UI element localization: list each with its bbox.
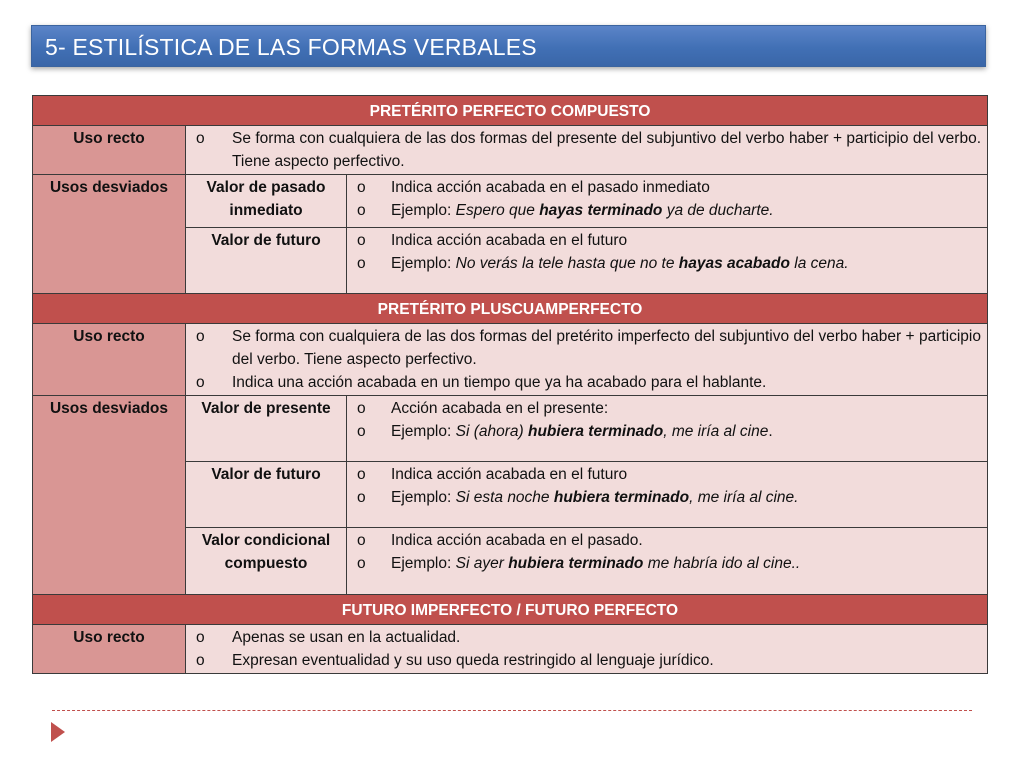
- section-header-perfecto-compuesto: PRETÉRITO PERFECTO COMPUESTO: [33, 96, 988, 126]
- example-bold: hayas terminado: [539, 202, 663, 219]
- section-header-row: [33, 595, 988, 625]
- list-item: o Apenas se usan en la actualidad.: [190, 626, 981, 649]
- usos-desviados-label: Usos desviados: [33, 396, 186, 595]
- list-item: o Acción acabada en el presente:: [351, 397, 981, 420]
- section-header-pluscuamperfecto: PRETÉRITO PLUSCUAMPERFECTO: [33, 294, 988, 324]
- example-bold: hubiera terminado: [508, 555, 644, 572]
- list-item: [351, 420, 981, 443]
- valor-content: [347, 528, 988, 595]
- list-item: [351, 252, 981, 275]
- valor-label: Valor de pasado inmediato: [186, 175, 347, 228]
- valor-label: Valor de futuro: [186, 228, 347, 294]
- example-prefix: Ejemplo:: [391, 202, 456, 219]
- uso-recto-content: [186, 625, 988, 674]
- valor-content: [347, 175, 988, 228]
- table-row: [33, 396, 988, 462]
- valor-content: [347, 228, 988, 294]
- slide-title: 5- ESTILÍSTICA DE LAS FORMAS VERBALES: [45, 34, 537, 60]
- list-item: o Indica acción acabada en el futuro: [351, 229, 981, 252]
- example-prefix: Ejemplo:: [391, 423, 456, 440]
- list-item: o Indica acción acabada en el pasado.: [351, 529, 981, 552]
- list-item: o Indica acción acabada en el futuro: [351, 463, 981, 486]
- example-text: , me iría al cine.: [689, 489, 799, 506]
- list-item: o Indica una acción acabada en un tiempo que ya ha acabado para el hablante.: [190, 371, 981, 394]
- example-text: Si esta noche: [455, 489, 554, 506]
- triangle-arrow-right-icon: [51, 722, 65, 742]
- list-item: o Se forma con cualquiera de las dos formas del pretérito imperfecto del subjuntivo del verbo haber + participio del verbo. Tiene aspecto perfectivo.: [190, 325, 981, 371]
- example-text: Si (ahora): [455, 423, 528, 440]
- table-row: [33, 625, 988, 674]
- example-prefix: Ejemplo:: [391, 555, 456, 572]
- valor-content: [347, 462, 988, 528]
- list-item: o Se forma con cualquiera de las dos formas del presente del subjuntivo del verbo haber + participio del verbo. Tiene aspecto perfectivo.: [190, 127, 981, 173]
- list-item: [351, 486, 981, 509]
- valor-content: [347, 396, 988, 462]
- example-bold: hubiera terminado: [553, 489, 690, 506]
- valor-label: Valor condicional compuesto: [186, 528, 347, 595]
- uso-recto-content: [186, 126, 988, 175]
- example-text: No verás la tele hasta que no te: [455, 255, 679, 272]
- list-item: o Indica acción acabada en el pasado inmediato: [351, 176, 981, 199]
- example-tail: .: [768, 423, 773, 440]
- example-text: la cena.: [789, 255, 849, 272]
- uso-recto-label: Uso recto: [33, 324, 186, 396]
- example-prefix: Ejemplo:: [391, 255, 456, 272]
- table-row: [33, 126, 988, 175]
- verb-forms-table: [32, 95, 988, 674]
- example-text: Espero que: [455, 202, 540, 219]
- table-row: [33, 175, 988, 228]
- example-text: Si ayer: [455, 555, 509, 572]
- list-item: [351, 552, 981, 575]
- example-text: me habría ido al cine..: [643, 555, 801, 572]
- uso-recto-label: Uso recto: [33, 625, 186, 674]
- example-text: ya de ducharte.: [662, 202, 774, 219]
- example-prefix: Ejemplo:: [391, 489, 456, 506]
- usos-desviados-label: Usos desviados: [33, 175, 186, 294]
- valor-label: Valor de presente: [186, 396, 347, 462]
- list-item: o Expresan eventualidad y su uso queda restringido al lenguaje jurídico.: [190, 649, 981, 672]
- example-bold: hubiera terminado: [528, 423, 664, 440]
- section-header-row: [33, 96, 988, 126]
- slide-title-bar: [31, 25, 986, 67]
- example-text: , me iría al cine: [663, 423, 769, 440]
- section-header-row: [33, 294, 988, 324]
- example-bold: hayas acabado: [678, 255, 790, 272]
- uso-recto-content: [186, 324, 988, 396]
- section-header-futuro: FUTURO IMPERFECTO / FUTURO PERFECTO: [33, 595, 988, 625]
- uso-recto-label: Uso recto: [33, 126, 186, 175]
- list-item: [351, 199, 981, 222]
- valor-label: Valor de futuro: [186, 462, 347, 528]
- table-row: [33, 324, 988, 396]
- footer-dashed-divider: [52, 710, 972, 711]
